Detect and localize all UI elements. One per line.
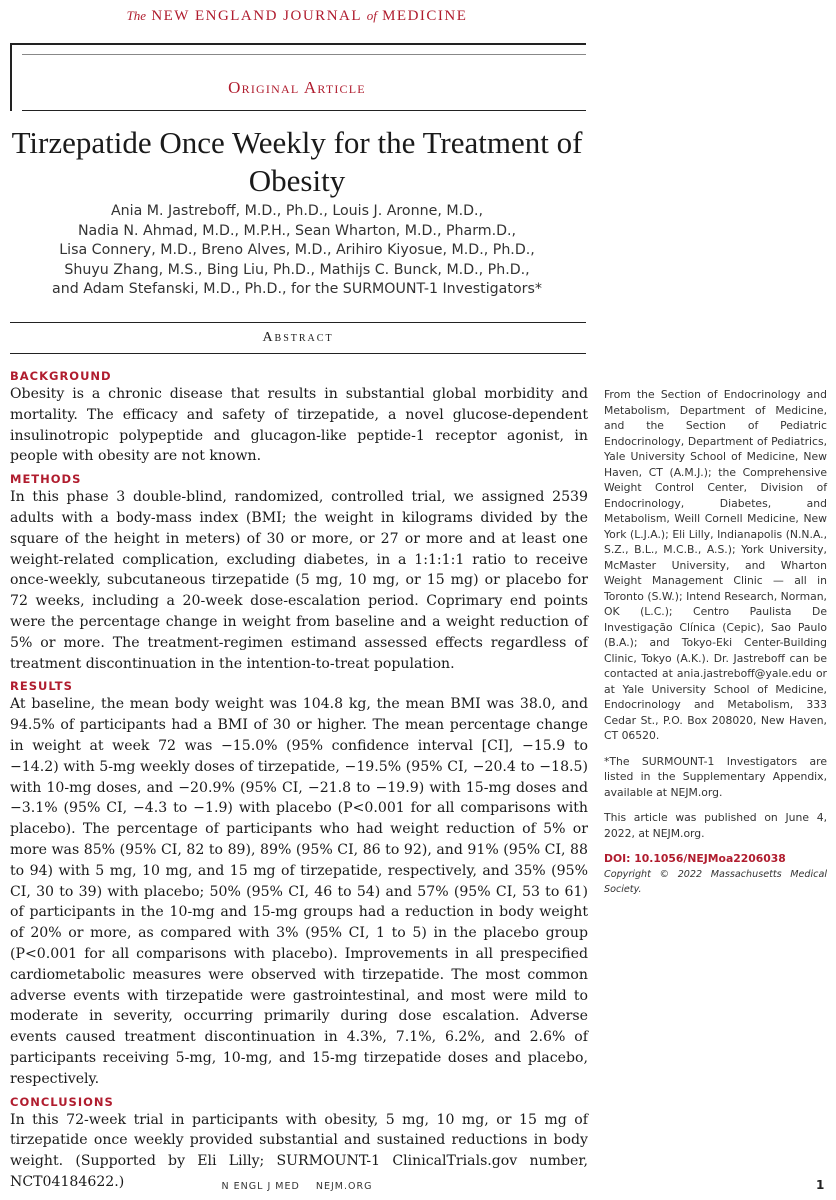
section-heading-background: BACKGROUND bbox=[10, 369, 112, 383]
article-type: Original Article bbox=[228, 78, 366, 97]
section-heading-results: RESULTS bbox=[10, 679, 73, 694]
author-line: Lisa Connery, M.D., Breno Alves, M.D., Arihiro Kiyosue, M.D., Ph.D., bbox=[59, 242, 535, 258]
journal-the: The bbox=[126, 8, 147, 23]
author-list bbox=[0, 202, 594, 300]
header-inner-rule bbox=[22, 54, 586, 55]
abstract-body bbox=[10, 364, 588, 1197]
footer-citation: N ENGL J MED NEJM.ORG bbox=[221, 1181, 373, 1192]
section-text-results: At baseline, the mean body weight was 104.8 kg, the mean BMI was 38.0, and 94.5% of participants had a BMI of 30 or higher. The mean percentage change in weight at week 72 was −15.0% (95% confidence interval [CI], −15.9 to −14.2) with 5-mg weekly doses of tirzepatide, −19.5% (95% CI, −20.4 to −18.5) with 10-mg doses, and −20.9% (95% CI, −21.8 to −19.9) with 15-mg doses and −3.1% (95% CI, −4.3 to −1.9) with placebo (P<0.001 for all comparisons with placebo). The percentage of participants who had weight reduction of 5% or more was 85% (95% CI, 82 to 89), 89% (95% CI, 86 to 92), and 91% (95% CI, 88 to 94) with 5 mg, 10 mg, and 15 mg of tirzepatide, respectively, and 35% (95% CI, 30 to 39) with placebo; 50% (95% CI, 46 to 54) and 57% (95% CI, 53 to 61) of participants in the 10-mg and 15-mg groups had a reduction in body weight of 20% or more, as compared with 3% (95% CI, 1 to 5) in the placebo group (P<0.001 for all comparisons with placebo). Improvements in all prespecified cardiometabolic measures were observed with tirzepatide. The most common adverse events with tirzepatide were gastrointestinal, and most were mild to moderate in severity, occurring primarily during dose escalation. Adverse events caused treatment discontinuation in 4.3%, 7.1%, 6.2%, and 2.6% of participants receiving 5-mg, 10-mg, and 15-mg tirzepatide doses and placebo, respectively. bbox=[10, 696, 588, 1087]
section-heading-methods: METHODS bbox=[10, 472, 82, 487]
doi-link[interactable]: DOI: 10.1056/NEJMoa2206038 bbox=[604, 852, 786, 865]
published-note: This article was published on June 4, 2022, at NEJM.org. bbox=[604, 811, 827, 840]
header-bottom-rule bbox=[22, 110, 586, 111]
author-line: Nadia N. Ahmad, M.D., M.P.H., Sean Wharton, M.D., Pharm.D., bbox=[77, 222, 517, 239]
journal-name-a: NEW ENGLAND JOURNAL bbox=[151, 8, 362, 24]
journal-of: of bbox=[366, 8, 377, 23]
affiliations: From the Section of Endocrinology and Metabolism, Department of Medicine, and the Section of Pediatric Endocrinology, Department of Pediatrics, Yale University School of Medicine, New Haven, CT (A.M.J.); the Comprehensive Weight Control Center, Division of Endocrinology, Diabetes, and Metabolism, Weill Cornell Medicine, New York (L.J.A.); Eli Lilly, Indianapolis (N.N.A., S.Z., B.L., M.C.B., A.S.); York University, McMaster University, and Wharton Weight Management Clinic — all in Toronto (S.W.); Intend Research, Norman, OK (L.C.); Centro Paulista De Investigação Clínica (Cepic), Sao Paulo (B.A.); and Tokyo-Eki Center-Building Clinic, Tokyo (A.K.). Dr. Jastreboff can be contacted at ania.jastreboff@yale.edu or at Yale University School of Medicine, Endocrinology and Metabolism, 333 Cedar St., P.O. Box 208020, New Haven, CT 06520. bbox=[604, 388, 827, 742]
author-line: Ania M. Jastreboff, M.D., Ph.D., Louis J. Aronne, M.D., bbox=[110, 203, 484, 219]
section-heading-conclusions: CONCLUSIONS bbox=[10, 1094, 114, 1109]
sidebar-notes bbox=[604, 387, 827, 898]
journal-masthead bbox=[0, 8, 594, 25]
section-text-background: Obesity is a chronic disease that results in substantial global morbidity and mortality. The efficacy and safety of tirzepatide, a novel glucose-dependent insulinotropic polypeptide and glucagon-like peptide-1 receptor agonist, in people with obesity are not known. bbox=[10, 386, 588, 465]
author-line: Shuyu Zhang, M.S., Bing Liu, Ph.D., Mathijs C. Bunck, M.D., Ph.D., bbox=[64, 261, 530, 278]
journal-name-b: MEDICINE bbox=[382, 8, 468, 24]
abstract-label: Abstract bbox=[10, 322, 586, 354]
section-text-methods: In this phase 3 double-blind, randomized, controlled trial, we assigned 2539 adults with a body-mass index (BMI; the weight in kilograms divided by the square of the height in meters) of 30 or more, or 27 or more and at least one weight-related complication, excluding diabetes, in a 1:1:1:1 ratio to receive once-weekly, subcutaneous tirzepatide (5 mg, 10 mg, or 15 mg) or placebo for 72 weeks, including a 20-week dose-escalation period. Coprimary end points were the percentage change in weight from baseline and a weight reduction of 5% or more. The treatment-regimen estimand assessed effects regardless of treatment discontinuation in the intention-to-treat population. bbox=[10, 489, 588, 672]
article-title: Tirzepatide Once Weekly for the Treatment of Obesity bbox=[11, 125, 583, 198]
copyright: Copyright © 2022 Massachusetts Medical Society. bbox=[604, 868, 827, 895]
page-number: 1 bbox=[816, 1178, 825, 1192]
investigators-note: *The SURMOUNT-1 Investigators are listed in the Supplementary Appendix, available at NEJM.org. bbox=[604, 754, 827, 799]
author-line: and Adam Stefanski, M.D., Ph.D., for the SURMOUNT-1 Investigators* bbox=[52, 281, 542, 297]
section-text-conclusions: In this 72-week trial in participants with obesity, 5 mg, 10 mg, or 15 mg of tirzepatide once weekly provided substantial and sustained reductions in body weight. (Supported by Eli Lilly; SURMOUNT-1 ClinicalTrials.gov number, NCT04184622.) bbox=[10, 1111, 588, 1190]
